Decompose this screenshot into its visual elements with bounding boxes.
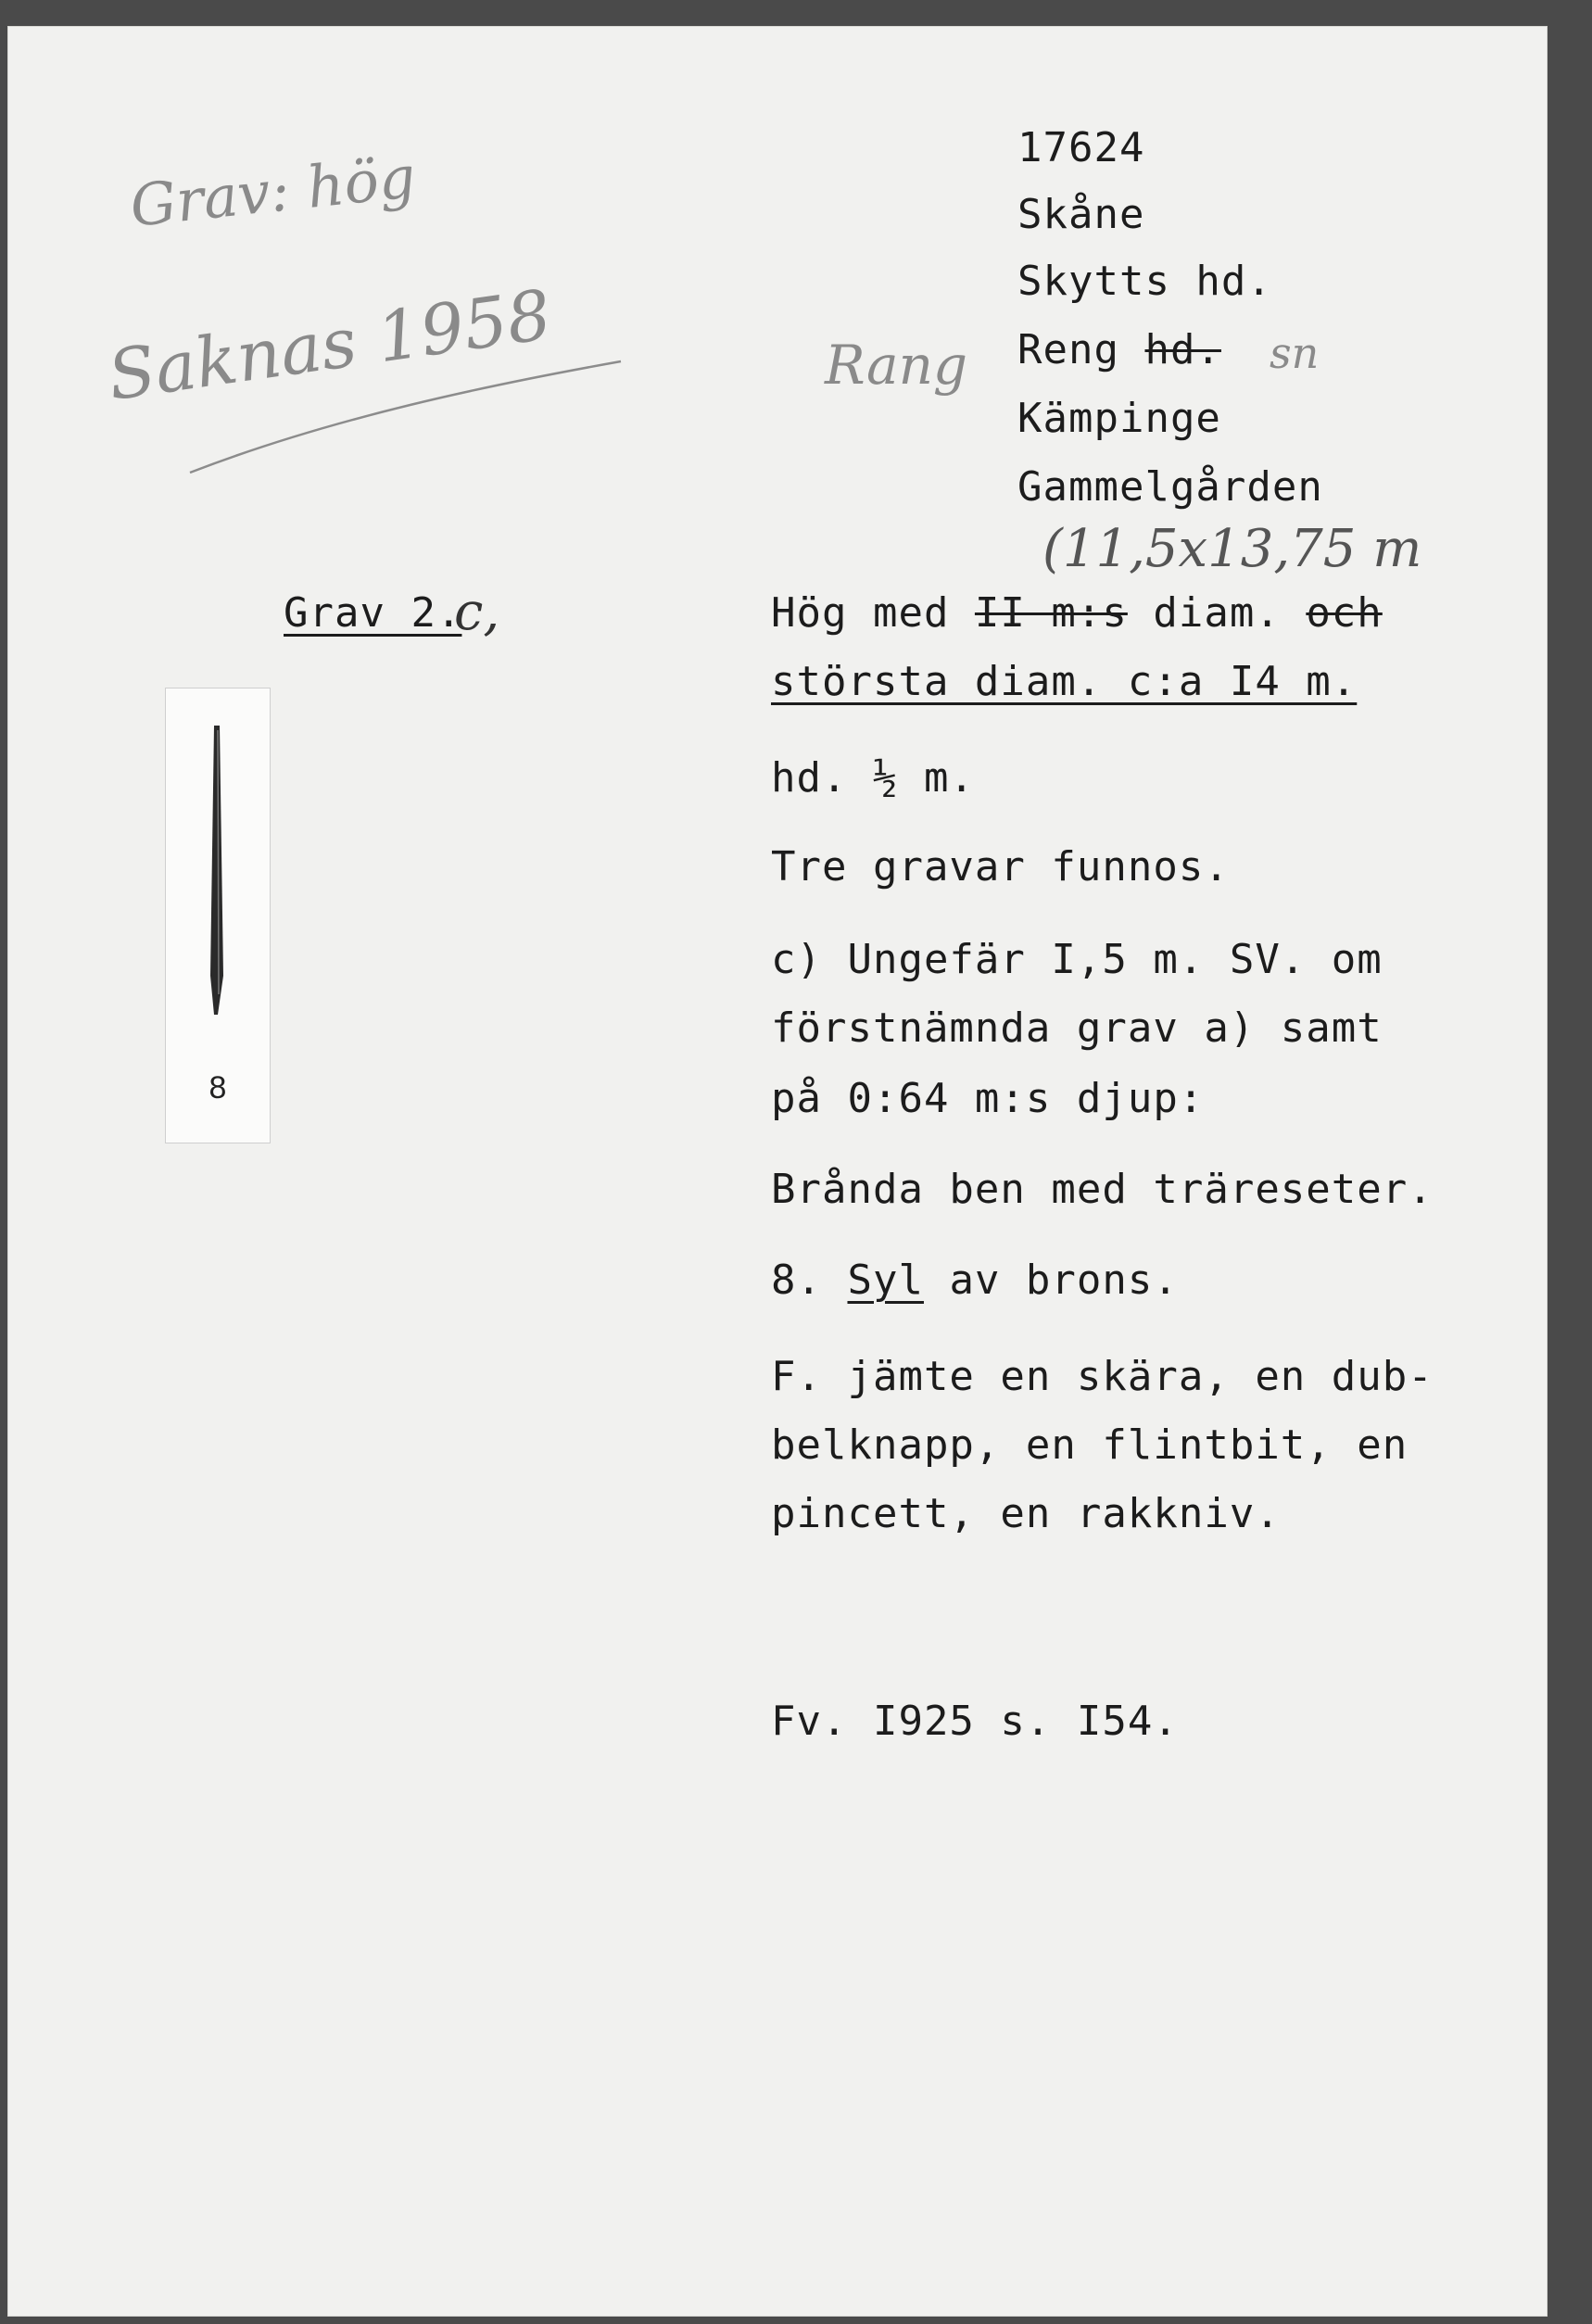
record-number: 17624 xyxy=(1017,124,1145,171)
village: Kämpinge xyxy=(1017,395,1221,442)
text-diam: diam. xyxy=(1127,589,1307,637)
body-line-8: Brånda ben med träreseter. xyxy=(771,1166,1434,1213)
body-line-2: största diam. c:a I4 m. xyxy=(771,658,1358,705)
reference: Fv. I925 s. I54. xyxy=(771,1698,1179,1745)
find-material: av brons. xyxy=(923,1257,1179,1304)
body-line-12: pincett, en rakkniv. xyxy=(771,1490,1281,1537)
awl-image xyxy=(166,688,270,1059)
body-line-10: F. jämte en skära, en dub- xyxy=(771,1353,1434,1400)
parish-line xyxy=(1017,326,1221,373)
text-struck-och: och xyxy=(1306,589,1383,637)
parish-hd-struck: hd. xyxy=(1144,326,1221,373)
body-line-4: Tre gravar funnos. xyxy=(771,843,1230,890)
body-line-3: hd. ½ m. xyxy=(771,754,975,802)
body-line-5: c) Ungefär I,5 m. SV. om xyxy=(771,936,1383,983)
photo-number: 8 xyxy=(208,1070,227,1105)
handwritten-note-grav-hog: Grav: hög xyxy=(127,143,419,240)
handwritten-underline xyxy=(185,352,667,482)
hundred: Skytts hd. xyxy=(1017,258,1272,305)
text-hog-med: Hög med xyxy=(771,589,975,637)
parish-name: Reng xyxy=(1017,326,1119,373)
body-line-6: förstnämnda grav a) samt xyxy=(771,1004,1383,1052)
farm: Gammelgården xyxy=(1017,463,1323,511)
text-struck-diameter: II m:s xyxy=(974,589,1128,637)
find-number: 8. xyxy=(771,1257,848,1304)
body-line-1 xyxy=(771,589,1383,637)
body-line-11: belknapp, en flintbit, en xyxy=(771,1421,1409,1469)
object-photo xyxy=(165,688,271,1143)
body-line-9 xyxy=(771,1257,1179,1304)
grav-label: Grav 2. xyxy=(284,589,462,637)
handwritten-grav-suffix: c, xyxy=(454,582,500,642)
find-type: Syl xyxy=(847,1257,924,1304)
handwritten-note-saknas: Saknas 1958 xyxy=(103,274,556,417)
handwritten-measurement: (11,5x13,75 m xyxy=(1042,519,1422,579)
province: Skåne xyxy=(1017,191,1145,238)
handwritten-sn: sn xyxy=(1270,328,1320,378)
handwritten-parish-correction: Rang xyxy=(825,334,968,397)
body-line-7: på 0:64 m:s djup: xyxy=(771,1075,1205,1122)
